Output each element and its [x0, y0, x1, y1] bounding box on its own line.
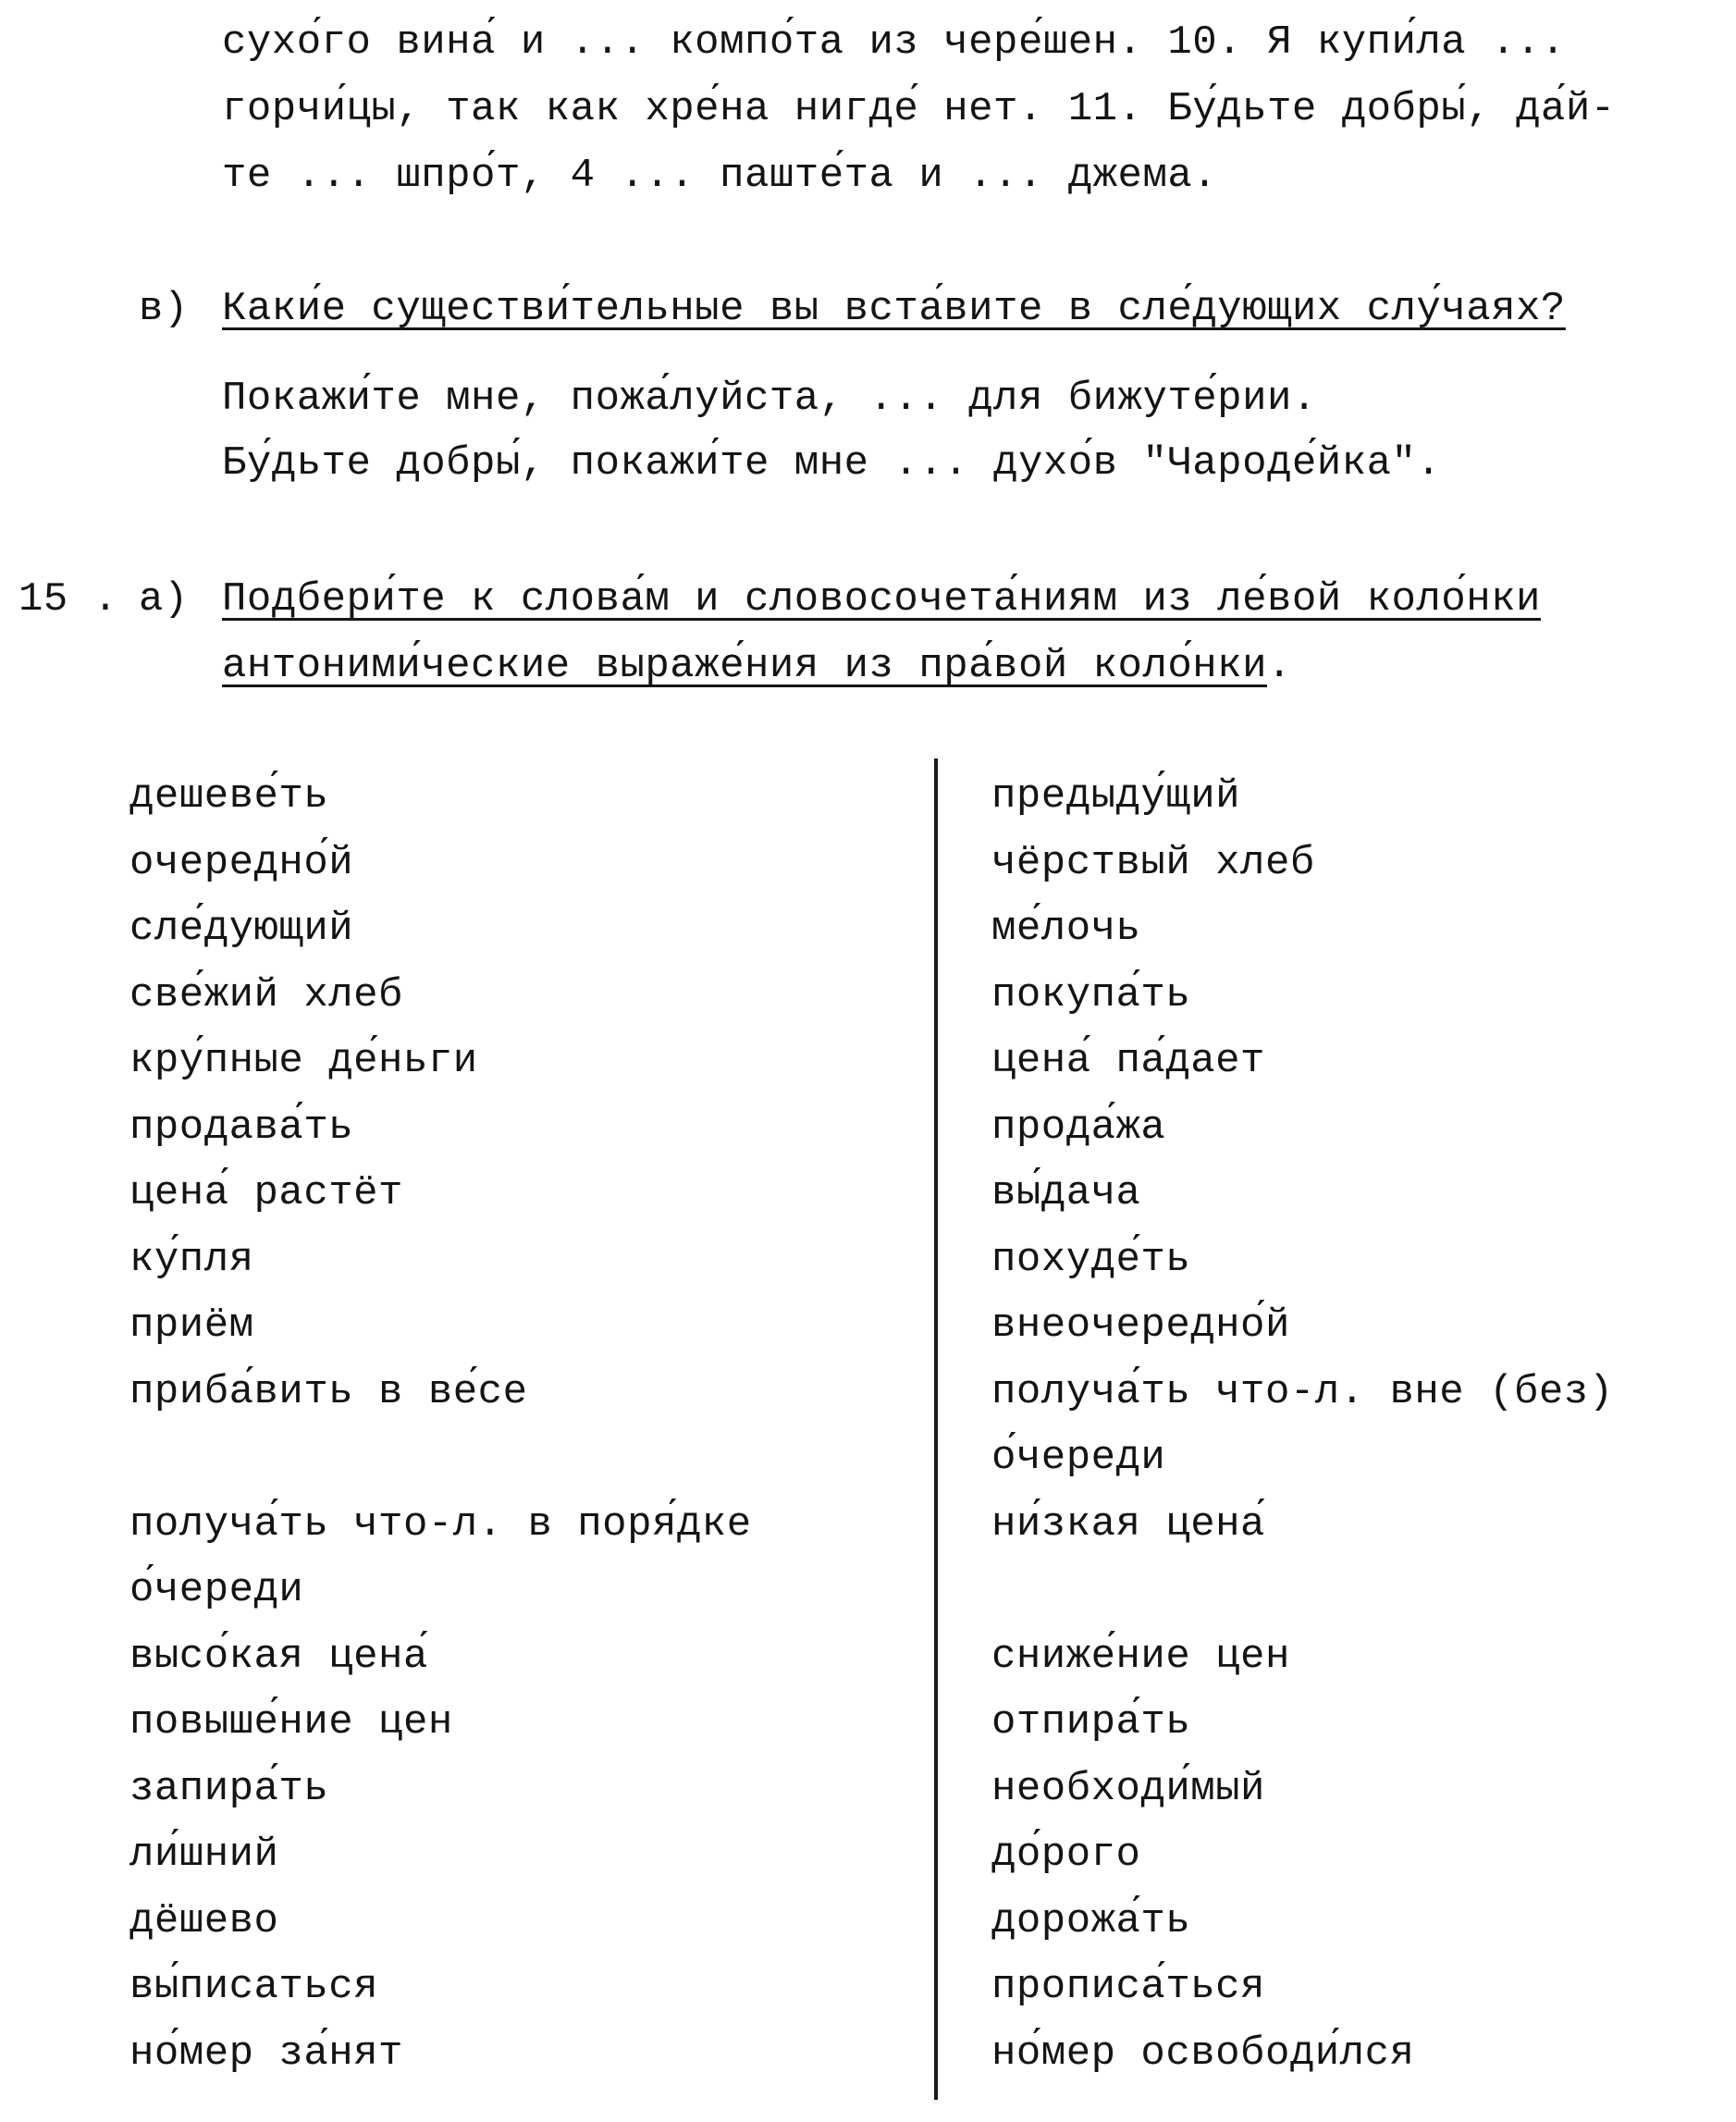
exercise-15-heading-line-2-wrap [222, 642, 1292, 690]
right-column-item: ни́зкая цена́ [991, 1500, 1265, 1548]
left-column-item: приба́вить в ве́се [129, 1368, 528, 1415]
left-column-item: вы́писаться [129, 1964, 379, 2010]
left-column-item: запира́ть [129, 1765, 329, 1812]
column-divider [934, 759, 938, 2100]
section-v-marker: в) [139, 286, 189, 332]
left-column-item: повыше́ние цен [129, 1699, 453, 1746]
right-column-item: покупа́ть [991, 971, 1191, 1018]
left-column-item: продава́ть [129, 1104, 354, 1151]
left-column-item: ку́пля [129, 1236, 254, 1283]
right-column-item: ме́лочь [991, 906, 1141, 952]
right-column-item: дорожа́ть [991, 1897, 1191, 1944]
left-column-item: очередно́й [129, 839, 354, 886]
paragraph-line-2: горчи́цы, так как хре́на нигде́ нет. 11. Бу́дьте добры́, да́й- [222, 86, 1616, 132]
right-column-item: но́мер освободи́лся [991, 2029, 1415, 2077]
right-column-item: предыду́щий [991, 773, 1241, 820]
left-column-item: о́череди [129, 1567, 304, 1613]
left-column-item: све́жий хлеб [129, 971, 403, 1018]
section-v-line-2: Бу́дьте добры́, покажи́те мне ... духо́в "Чароде́йка". [222, 440, 1442, 487]
right-column-item: прода́жа [991, 1104, 1166, 1151]
right-column-item: вы́дача [991, 1170, 1141, 1216]
section-v-heading: Каки́е существи́тельные вы вста́вите в сле́дующих слу́чаях? [222, 286, 1566, 332]
left-column-item: кру́пные де́ньги [129, 1038, 478, 1084]
right-column-item: прописа́ться [991, 1964, 1265, 2010]
exercise-15-heading-line-2: антоними́ческие выраже́ния из пра́вой коло́нки [222, 643, 1267, 689]
left-column-item: но́мер за́нят [129, 2029, 403, 2077]
right-column-item: о́череди [991, 1435, 1166, 1481]
right-column-item: чёрствый хлеб [991, 839, 1315, 886]
left-column-item: цена́ растёт [129, 1170, 403, 1216]
left-column-item: ли́шний [129, 1832, 279, 1878]
exercise-15-heading-end: . [1266, 643, 1292, 689]
right-column-item: необходи́мый [991, 1765, 1265, 1812]
right-column-item: до́рого [991, 1832, 1141, 1878]
left-column-item: высо́кая цена́ [129, 1633, 428, 1680]
left-column-item: сле́дующий [129, 906, 354, 952]
left-column-item: дёшево [129, 1897, 279, 1944]
paragraph-line-3: те ... шпро́т, 4 ... паште́та и ... джема. [222, 153, 1218, 199]
right-column-item: отпира́ть [991, 1699, 1191, 1746]
exercise-15-heading-line-1: Подбери́те к слова́м и словосочета́ниям из ле́вой коло́нки [222, 576, 1541, 623]
right-column-item: получа́ть что-л. вне (без) [991, 1368, 1614, 1415]
section-v-line-1: Покажи́те мне, пожа́луйста, ... для бижуте́рии. [222, 376, 1317, 422]
right-column-item: похуде́ть [991, 1236, 1191, 1283]
right-column-item: цена́ па́дает [991, 1038, 1265, 1084]
exercise-15-marker: а) [139, 576, 189, 623]
right-column-item: внеочередно́й [991, 1302, 1290, 1349]
exercise-number: 15 . [18, 576, 118, 623]
right-column-item: сниже́ние цен [991, 1633, 1290, 1680]
left-column-item: дешеве́ть [129, 773, 329, 820]
paragraph-line-1: сухо́го вина́ и ... компо́та из чере́шен. 10. Я купи́ла ... [222, 19, 1566, 66]
left-column-item: приём [129, 1302, 254, 1349]
left-column-item: получа́ть что-л. в поря́дке [129, 1500, 752, 1548]
